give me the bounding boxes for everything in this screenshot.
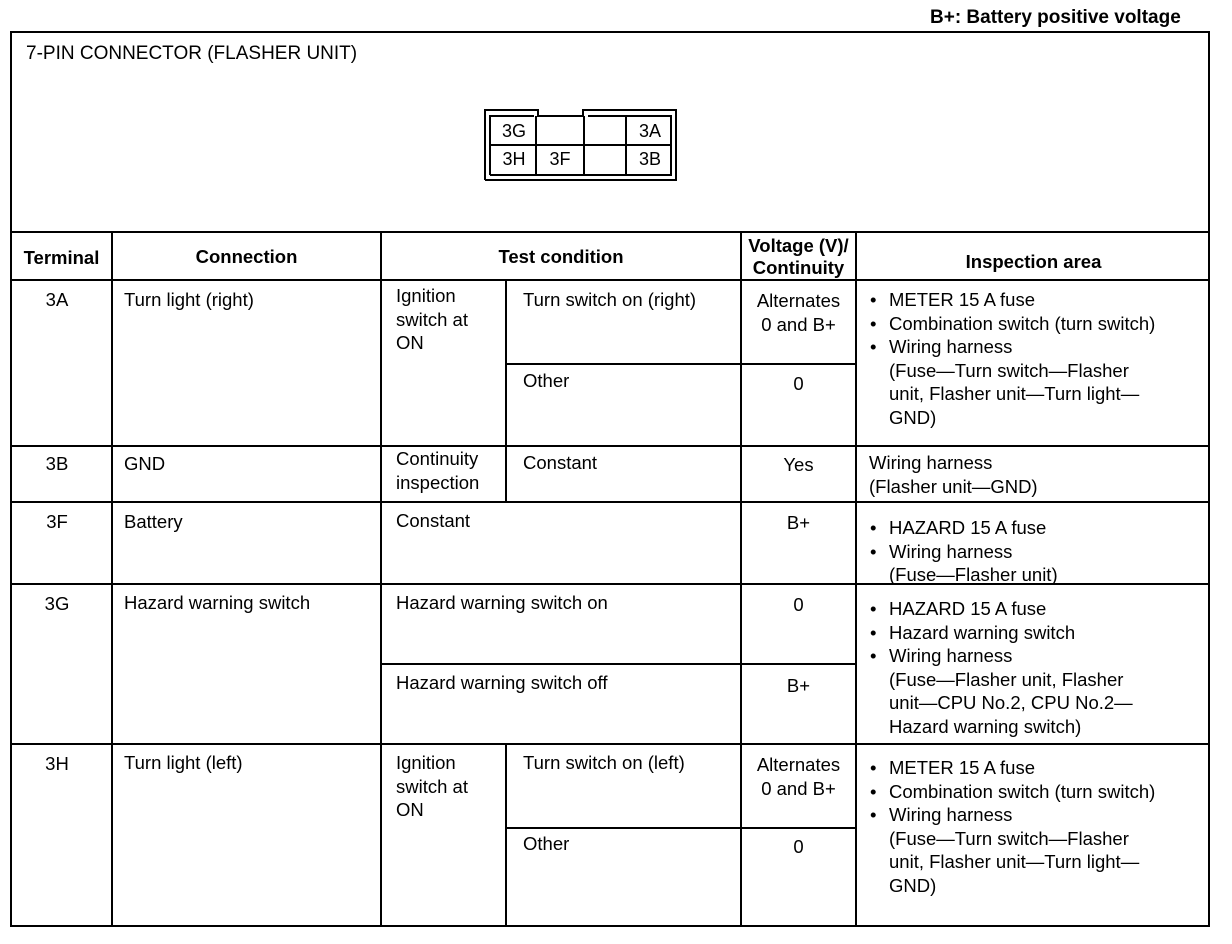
pin-3h: 3H (502, 149, 526, 169)
voltage-cell: B+ (786, 675, 811, 696)
connector-title: 7-PIN CONNECTOR (FLASHER UNIT) (26, 43, 358, 64)
condition-sub: Other (523, 370, 570, 391)
voltage-cell: 0 (793, 594, 804, 615)
header-continuity: Continuity (752, 257, 845, 278)
voltage-cell: Alternates 0 and B+ (756, 290, 841, 335)
header-inspection-area: Inspection area (965, 251, 1102, 272)
voltage-cell: 0 (793, 836, 804, 857)
header-terminal: Terminal (23, 247, 100, 268)
condition-main: Ignition switch at ON (396, 752, 468, 820)
pin-3f: 3F (549, 149, 571, 169)
terminal-cell: 3G (44, 593, 70, 614)
inspection-list: • METER 15 A fuse • Combination switch (turn switch) • Wiring harness (Fuse—Turn switch—Flasher unit, Flasher unit—Turn light— GND) (870, 289, 1156, 428)
voltage-cell: Alternates 0 and B+ (756, 754, 841, 799)
inspection-list: • HAZARD 15 A fuse • Hazard warning switch • Wiring harness (Fuse—Flasher unit, Flasher unit—CPU No.2, CPU No.2— Hazard warning switch) (870, 598, 1133, 737)
terminal-cell: 3H (45, 753, 69, 774)
connection-cell: Turn light (right) (124, 289, 254, 310)
header-test-condition: Test condition (498, 246, 624, 267)
condition-sub: Turn switch on (left) (523, 752, 685, 773)
connection-cell: Turn light (left) (124, 752, 243, 773)
condition-sub: Other (523, 833, 570, 854)
header-connection: Connection (195, 246, 298, 267)
condition-main: Hazard warning switch on (396, 592, 608, 613)
terminal-cell: 3A (45, 289, 69, 310)
connection-cell: Battery (124, 511, 183, 532)
condition-main: Constant (396, 510, 471, 531)
inspection-text: Wiring harness (Flasher unit—GND) (869, 452, 1038, 497)
legend-text: B+: Battery positive voltage (930, 7, 1181, 28)
condition-sub: Constant (523, 452, 598, 473)
pin-3a: 3A (638, 121, 662, 141)
condition-sub: Turn switch on (right) (523, 289, 697, 310)
inspection-list: • HAZARD 15 A fuse • Wiring harness (Fuse—Flasher unit) (870, 517, 1058, 585)
voltage-cell: 0 (793, 373, 804, 394)
connection-cell: GND (124, 453, 166, 474)
voltage-cell: B+ (786, 512, 811, 533)
header-voltage: Voltage (V)/ (748, 235, 849, 256)
pin-3g: 3G (501, 121, 526, 141)
terminal-cell: 3B (45, 453, 69, 474)
condition-main: Continuity inspection (396, 448, 480, 493)
condition-main: Hazard warning switch off (396, 672, 608, 693)
connection-cell: Hazard warning switch (124, 592, 311, 613)
terminal-cell: 3F (46, 511, 68, 532)
inspection-list: • METER 15 A fuse • Combination switch (turn switch) • Wiring harness (Fuse—Turn switch—Flasher unit, Flasher unit—Turn light— GND) (870, 757, 1156, 896)
pin-3b: 3B (638, 149, 662, 169)
voltage-cell: Yes (783, 454, 814, 475)
condition-main: Ignition switch at ON (396, 285, 468, 353)
